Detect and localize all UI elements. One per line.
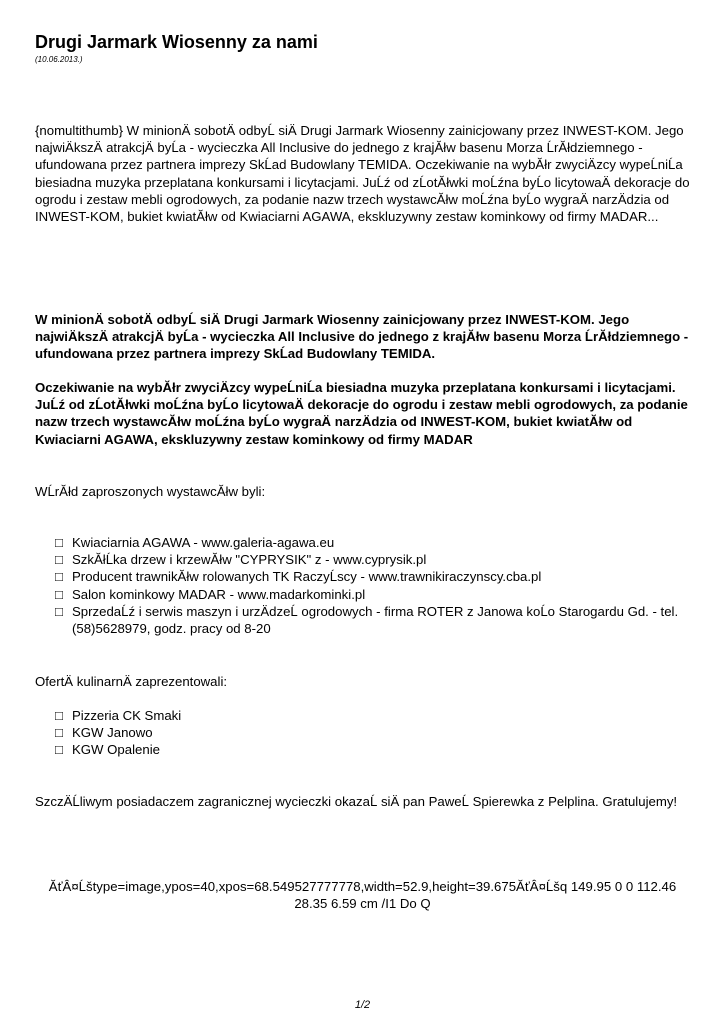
culinary-text: KGW Janowo <box>72 725 153 741</box>
article-date: (10.06.2013.) <box>35 55 83 64</box>
list-item <box>35 534 695 551</box>
culinary-text: KGW Opalenie <box>72 742 160 758</box>
winner-paragraph: SzczÄĹliwym posiadaczem zagranicznej wycieczki okazaĹ siÄ pan PaweĹ Spierewka z Pelplina. Gratulujemy! <box>35 794 678 809</box>
bold-paragraph-1: W minionÄ sobotÄ odbyĹ siÄ Drugi Jarmark Wiosenny zainicjowany przez INWEST-KOM. Jego najwiÄkszÄ atrakcjÄ byĹa - wycieczka All Inclusive do jednego z krajĂłw basenu Morza ĹrĂłdziemnego - ufundowana przez partnera imprezy SkĹad Budowlany TEMIDA. <box>35 312 689 362</box>
page-number: 1/2 <box>354 999 371 1011</box>
bullet-icon: □ <box>55 708 63 723</box>
list-item <box>35 741 695 758</box>
exhibitors-heading: WĹrĂłd zaproszonych wystawcĂłw byli: <box>35 484 266 499</box>
list-item <box>35 724 695 741</box>
exhibitor-text: Producent trawnikĂłw rolowanych TK RaczyĹscy - www.trawnikiraczynscy.cba.pl <box>72 569 542 585</box>
exhibitor-text: SprzedaĹź i serwis maszyn i urzÄdzeĹ ogrodowych - firma ROTER z Janowa koĹo Starogardu Gd. - tel.(58)5628979, godz. pracy od 8-20 <box>72 603 679 637</box>
list-item <box>35 586 695 603</box>
article-title: Drugi Jarmark Wiosenny za nami <box>35 32 318 52</box>
bullet-icon: □ <box>55 603 63 619</box>
list-item <box>35 603 695 637</box>
image-code-text: ĂťÂ¤Ĺštype=image,ypos=40,xpos=68.549527777778,width=52.9,height=39.675ĂťÂ¤Ĺšq 149.95 0 0 112.46 28.35 6.59 cm /I1 Do Q <box>48 879 677 912</box>
culinary-heading: OfertÄ kulinarnÄ zaprezentowali: <box>35 674 228 689</box>
bullet-icon: □ <box>55 742 63 758</box>
exhibitor-text: SzkĂłĹka drzew i krzewĂłw "CYPRYSIK" z - www.cyprysik.pl <box>72 552 427 568</box>
bullet-icon: □ <box>55 725 63 741</box>
bullet-icon: □ <box>55 552 63 568</box>
list-item <box>35 707 695 724</box>
exhibitors-list <box>35 534 695 637</box>
culinary-text: Pizzeria CK Smaki <box>72 708 182 723</box>
exhibitor-text: Salon kominkowy MADAR - www.madarkominki.pl <box>72 586 366 602</box>
culinary-list <box>35 707 695 759</box>
exhibitor-text: Kwiaciarnia AGAWA - www.galeria-agawa.eu <box>72 535 335 550</box>
bullet-icon: □ <box>55 586 63 602</box>
list-item <box>35 551 695 568</box>
bullet-icon: □ <box>55 535 63 550</box>
bullet-icon: □ <box>55 569 63 585</box>
bold-paragraph-2: Oczekiwanie na wybĂłr zwyciÄzcy wypeĹniĹa biesiadna muzyka przeplatana konkursami i licytacjami. JuĹź od zĹotĂłwki moĹźna byĹo licytowaÄ dekoracje do ogrodu i zestaw mebli ogrodowych, za podanie nazw trzech wystawcĂłw moĹźna byĹo wygraÄ narzÄdzia od INWEST-KOM, bukiet kwiatĂłw od Kwiaciarni AGAWA, ekskluzywny zestaw kominkowy od firmy MADAR <box>35 380 688 447</box>
list-item <box>35 568 695 585</box>
intro-paragraph: {nomultithumb} W minionÄ sobotÄ odbyĹ siÄ Drugi Jarmark Wiosenny zainicjowany przez INWEST-KOM. Jego najwiÄkszÄ atrakcjÄ byĹa - wycieczka All Inclusive do jednego z krajĂłw basenu Morza ĹrĂłdziemnego - ufundowana przez partnera imprezy SkĹad Budowlany TEMIDA. Oczekiwanie na wybĂłr zwyciÄzcy wypeĹniĹa biesiadna muzyka przeplatana konkursami i licytacjami. JuĹź od zĹotĂłwki moĹźna byĹo licytowaÄ dekoracje do ogrodu i zestaw mebli ogrodowych, za podanie nazw trzech wystawcĂłw moĹźna byĹo wygraÄ narzÄdzia od INWEST-KOM, bukiet kwiatĂłw od Kwiaciarni AGAWA, ekskluzywny zestaw kominkowy od firmy MADAR... <box>35 123 690 225</box>
